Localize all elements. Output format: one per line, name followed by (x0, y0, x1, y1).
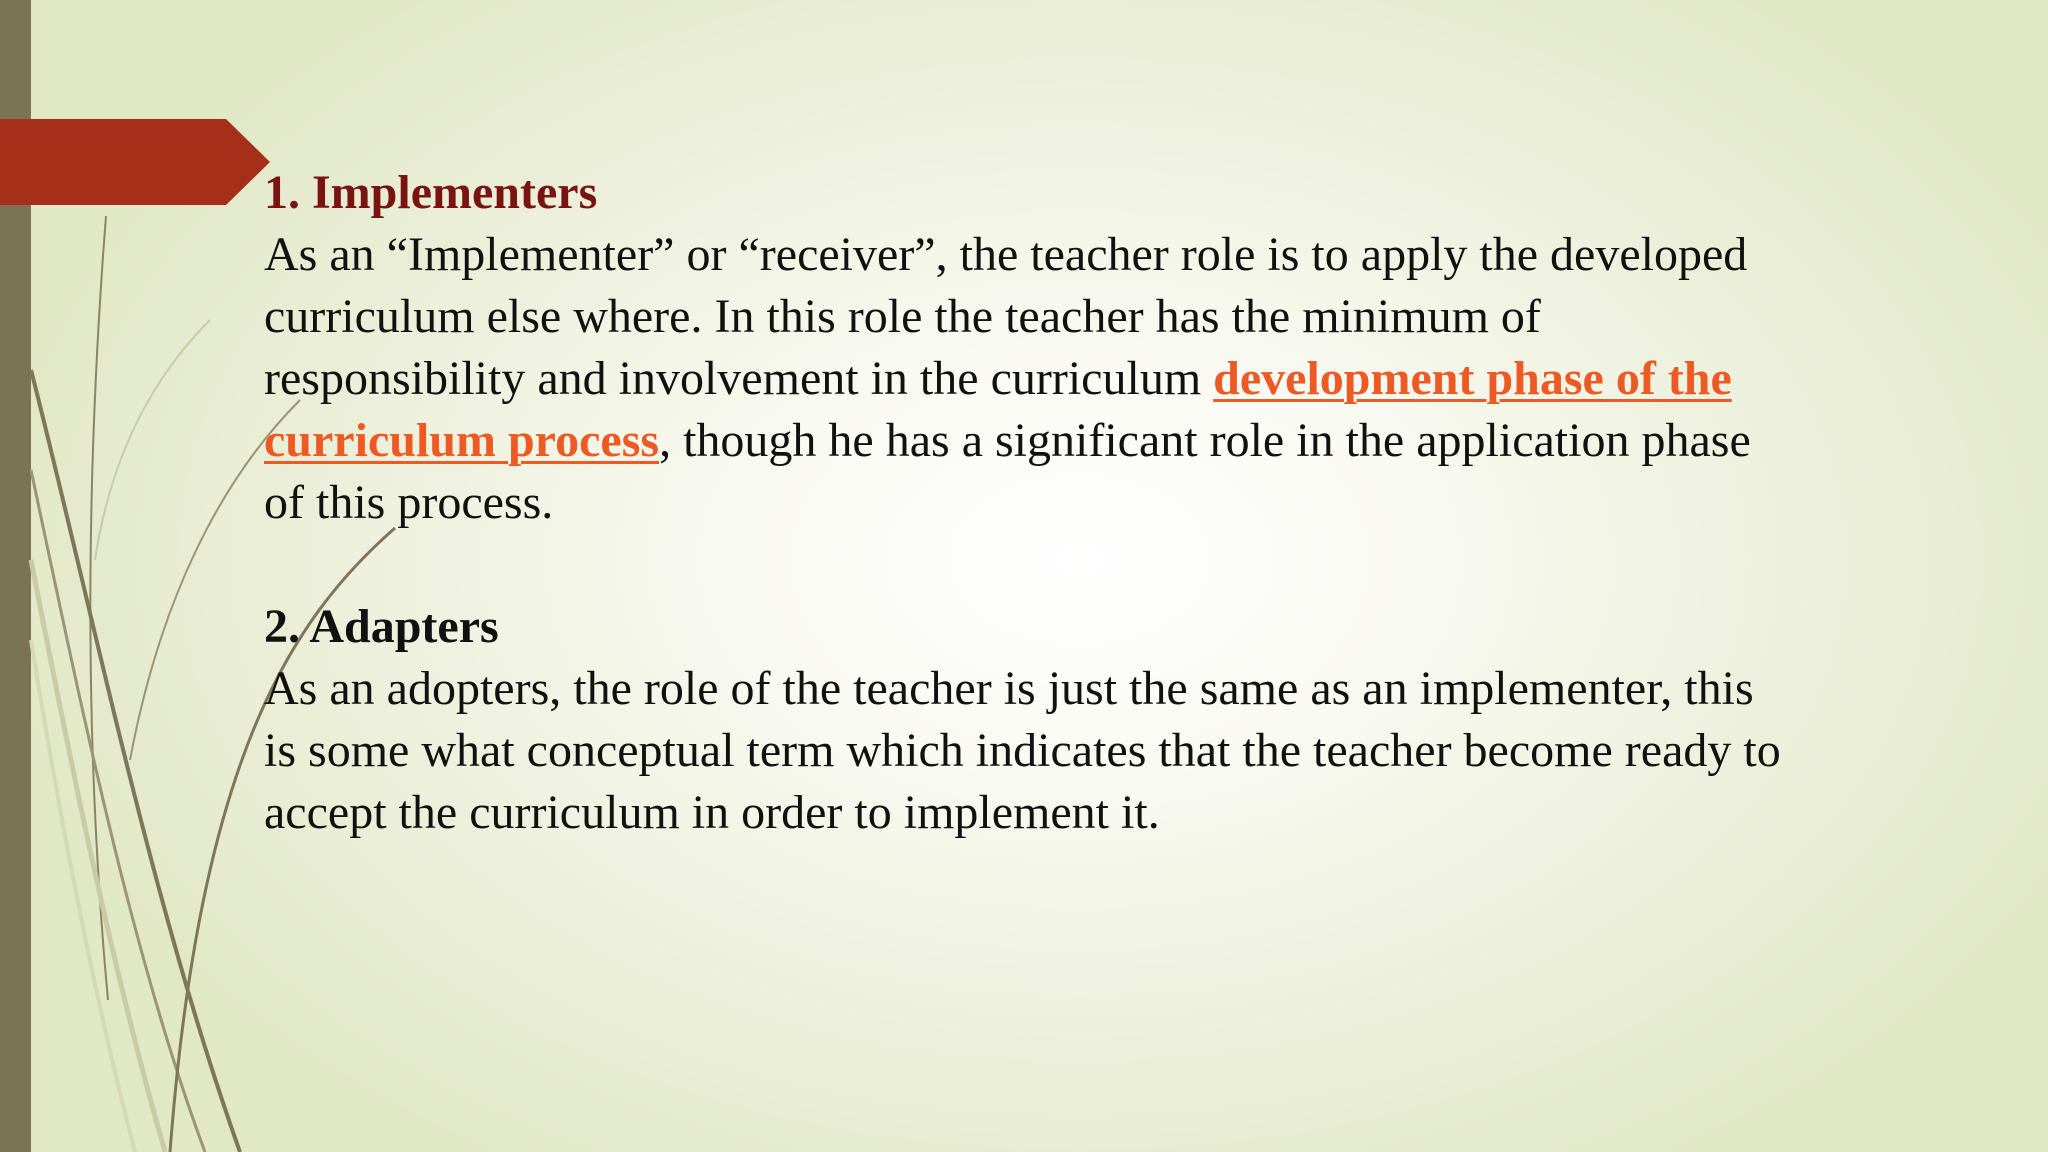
section-1-line-3-text: responsibility and involvement in the curriculum (264, 352, 1214, 405)
section-2-line-3: accept the curriculum in order to implement it. (264, 786, 1160, 839)
section-1-line-2: curriculum else where. In this role the teacher has the minimum of (264, 290, 1541, 343)
section-1-line-4-text: , though he has a significant role in the application phase (659, 414, 1751, 467)
section-1-heading: 1. Implementers (264, 166, 598, 219)
section-1-line-1: As an “Implementer” or “receiver”, the teacher role is to apply the developed (264, 228, 1748, 281)
development-phase-link-part-1[interactable]: development phase of the (1213, 352, 1732, 405)
section-spacer (264, 534, 1904, 596)
section-1-paragraph (264, 224, 1904, 534)
section-1-line-5: of this process. (264, 476, 554, 529)
section-1-line-3 (264, 348, 1904, 410)
section-2-heading: 2. Adapters (264, 600, 499, 653)
title-arrow-shape (0, 119, 270, 205)
development-phase-link-part-2[interactable]: curriculum process (264, 414, 660, 467)
section-2-line-1: As an adopters, the role of the teacher is just the same as an implementer, this (264, 662, 1754, 715)
section-1-line-4 (264, 410, 1904, 472)
slide-content (264, 162, 1904, 844)
section-2-paragraph (264, 658, 1904, 844)
section-2-line-2: is some what conceptual term which indicates that the teacher become ready to (264, 724, 1781, 777)
